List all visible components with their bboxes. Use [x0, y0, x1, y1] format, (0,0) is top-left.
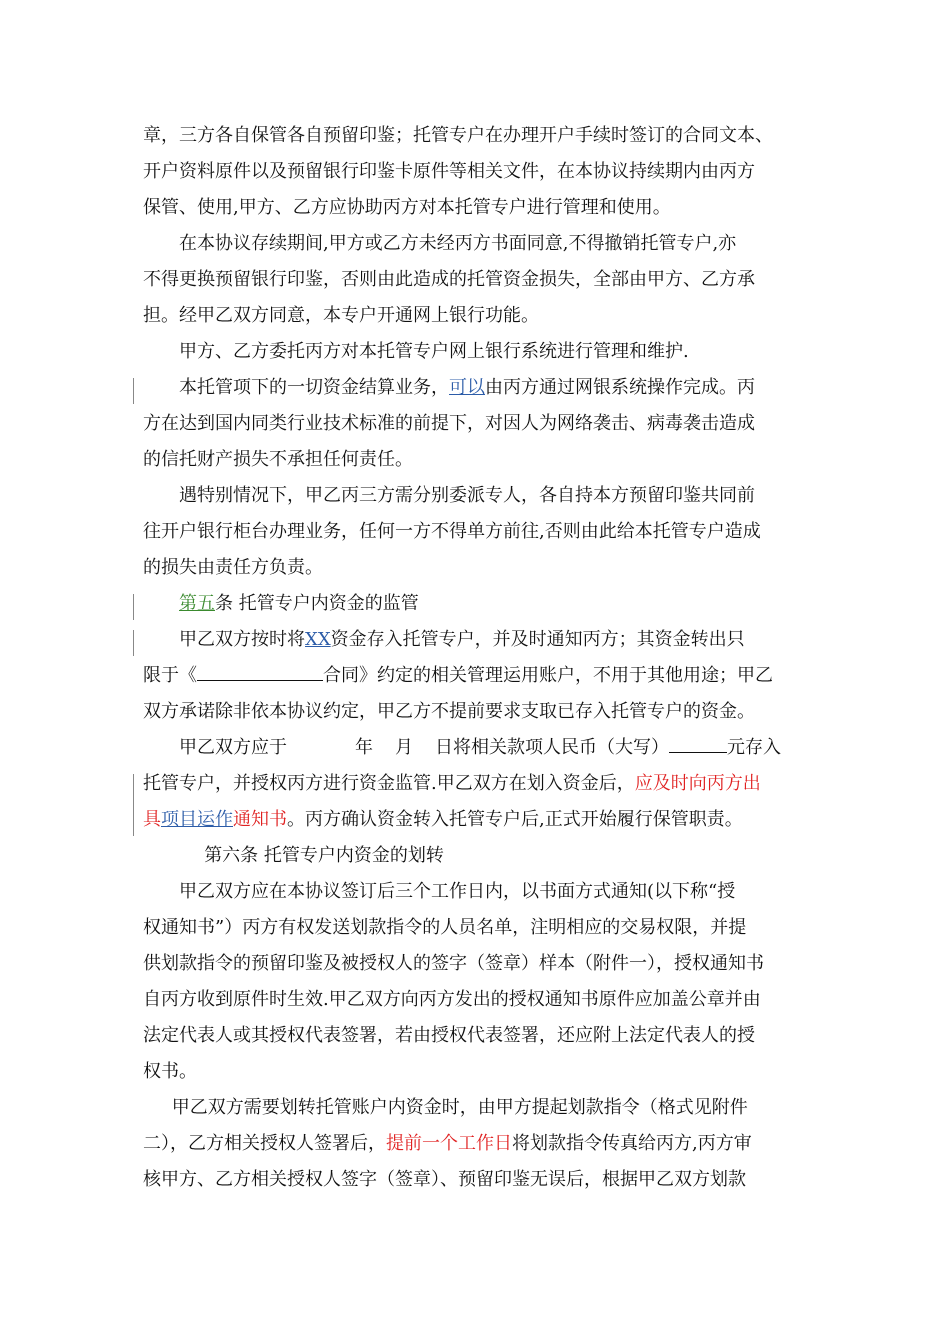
text-line: 第六条 托管专户内资金的划转: [204, 845, 444, 866]
text-segment: 条 托管专户内资金的监管: [215, 593, 419, 614]
fill-blank[interactable]: [669, 732, 727, 753]
tracked-change-text[interactable]: 第五: [179, 593, 215, 614]
text-line: [143, 1126, 813, 1162]
highlighted-text: 提前一个工作日: [386, 1133, 512, 1154]
text-line: 遇特别情况下，甲乙丙三方需分别委派专人，各自持本方预留印鉴共同前: [179, 485, 755, 506]
text-line: [143, 622, 813, 658]
text-line: [143, 586, 813, 622]
tracked-change-text[interactable]: XX: [305, 629, 331, 650]
paragraph: [143, 730, 813, 838]
text-segment: 月: [395, 737, 413, 758]
text-line: 保管、使用,甲方、乙方应协助丙方对本托管专户进行管理和使用。: [143, 197, 671, 218]
text-segment: 二），乙方相关授权人签署后，: [143, 1133, 386, 1154]
text-line: 甲乙双方应在本协议签订后三个工作日内，以书面方式通知(以下称“授: [179, 881, 736, 902]
tracked-change-text[interactable]: 项目运作: [161, 809, 233, 830]
revision-bar: [133, 594, 134, 620]
paragraph: [143, 226, 813, 334]
document-body: [143, 118, 813, 1198]
text-line: 担。经甲乙双方同意，本专户开通网上银行功能。: [143, 305, 539, 326]
text-line: 核甲方、乙方相关授权人签字（签章）、预留印鉴无误后，根据甲乙双方划款: [143, 1169, 746, 1190]
text-segment: 本托管项下的一切资金结算业务，: [179, 377, 449, 398]
text-line: 法定代表人或其授权代表签署，若由授权代表签署，还应附上法定代表人的授: [143, 1025, 755, 1046]
paragraph: [143, 334, 813, 370]
article-heading: [143, 586, 813, 622]
text-line: 章，三方各自保管各自预留印鉴；托管专户在办理开户手续时签订的合同文本、: [143, 125, 773, 146]
text-line: [143, 370, 813, 406]
paragraph: [143, 478, 813, 586]
paragraph: [143, 118, 813, 226]
highlighted-text: 应及时向丙方出: [634, 773, 761, 794]
paragraph: [143, 874, 813, 1090]
text-line: 开户资料原件以及预留银行印鉴卡原件等相关文件，在本协议持续期内由丙方: [143, 161, 755, 182]
text-segment: 。丙方确认资金转入托管专户后,正式开始履行保管职责。: [287, 809, 743, 830]
paragraph: [143, 622, 813, 730]
text-line: [143, 766, 813, 802]
text-line: 在本协议存续期间,甲方或乙方未经丙方书面同意,不得撤销托管专户,亦: [179, 233, 737, 254]
text-line: 的信托财产损失不承担任何责任。: [143, 449, 413, 470]
text-segment: 托管专户，并授权丙方进行资金监管.甲乙双方在划入资金后，: [143, 773, 635, 794]
revision-bar: [133, 774, 134, 836]
text-line: 甲乙双方需要划转托管账户内资金时，由甲方提起划款指令（格式见附件: [171, 1097, 748, 1118]
text-segment: 年: [355, 737, 373, 758]
revision-bar: [133, 630, 134, 656]
text-segment: 合同》约定的相关管理运用账户，不用于其他用途；甲乙: [323, 665, 773, 686]
text-line: 供划款指令的预留印鉴及被授权人的签字（签章）样本（附件一），授权通知书: [143, 953, 764, 974]
text-segment: 日将相关款项人民币（大写）: [435, 737, 669, 758]
article-heading: [143, 838, 813, 874]
text-line: [143, 802, 813, 838]
text-segment: 将划款指令传真给丙方,丙方审: [512, 1133, 752, 1154]
highlighted-text: 具: [143, 809, 161, 830]
text-line: 自丙方收到原件时生效.甲乙双方向丙方发出的授权通知书原件应加盖公章并由: [143, 989, 761, 1010]
fill-blank[interactable]: [197, 660, 323, 681]
text-line: 不得更换预留银行印鉴，否则由此造成的托管资金损失，全部由甲方、乙方承: [143, 269, 755, 290]
paragraph: [143, 1090, 813, 1198]
text-line: 甲方、乙方委托丙方对本托管专户网上银行系统进行管理和维护.: [179, 341, 689, 362]
text-line: 双方承诺除非依本协议约定，甲乙方不提前要求支取已存入托管专户的资金。: [143, 701, 755, 722]
text-segment: 由丙方通过网银系统操作完成。丙: [485, 377, 755, 398]
text-segment: 元存入: [727, 737, 781, 758]
text-segment: 甲乙双方应于: [179, 737, 287, 758]
text-line: 权书。: [143, 1061, 197, 1082]
highlighted-text: 通知书: [233, 809, 287, 830]
text-segment: 资金存入托管专户，并及时通知丙方；其资金转出只: [330, 629, 745, 650]
text-line: 往开户银行柜台办理业务，任何一方不得单方前往,否则由此给本托管专户造成: [143, 521, 761, 542]
text-segment: 限于《: [143, 665, 197, 686]
revision-bar: [133, 378, 134, 404]
text-line: 权通知书”）丙方有权发送划款指令的人员名单，注明相应的交易权限，并提: [143, 917, 747, 938]
text-line: [143, 658, 813, 694]
tracked-change-link[interactable]: 可以: [449, 377, 485, 398]
text-segment: 甲乙双方按时将: [179, 629, 305, 650]
text-line: 方在达到国内同类行业技术标准的前提下，对因人为网络袭击、病毒袭击造成: [143, 413, 755, 434]
text-line: [143, 730, 813, 766]
paragraph: [143, 370, 813, 478]
text-line: 的损失由责任方负责。: [143, 557, 323, 578]
